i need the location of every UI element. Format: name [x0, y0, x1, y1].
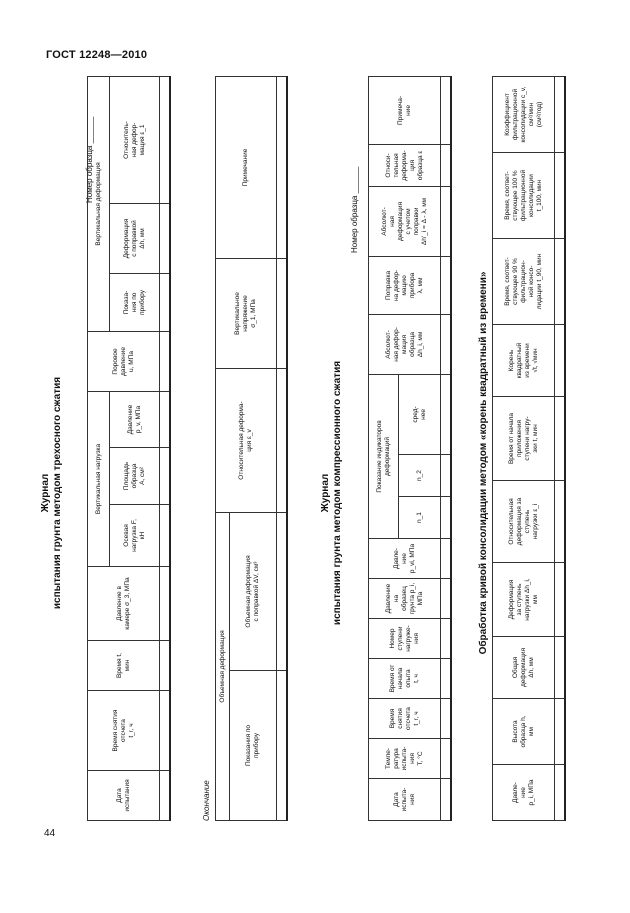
j3-header-stage-deformation: Деформация за ступень нагрузки Δh_i, мм	[493, 563, 555, 637]
journal2-table	[368, 76, 452, 821]
j3-header-height: Высота образца h, мм	[493, 699, 555, 765]
j2-header-stage: Номер ступени нагруже- ния	[369, 619, 441, 659]
journal2-title-line2: испытания грунта методом компрессионного сжатия	[332, 360, 343, 626]
j2-header-average: сред- нее	[399, 374, 441, 454]
j3-header-time-from-start: Время от начала приложения ступени нагру- зки t, мин	[493, 397, 555, 481]
j3-header-sqrt-time: Корень квадратный из времени √t, √мин	[493, 325, 555, 397]
j2-empty-row	[441, 76, 451, 820]
cont-empty-row	[277, 77, 287, 821]
j2-header-temperature: Темпе- ратура испыта- ния T, °С	[369, 739, 441, 779]
j2-header-relative-deformation: Относи- тельная деформа- ция образца ε	[369, 144, 441, 186]
j3-header-relative-stage-deformation: Относительная деформация за ступень нагрузки ε_i	[493, 481, 555, 563]
j1-header-axial-load: Осевая нагрузка F, кН	[110, 505, 160, 567]
journal1-title	[40, 323, 64, 663]
j2-header-note: Примеча- ние	[369, 76, 441, 144]
journal2-title	[320, 323, 344, 663]
cont-header-volume-deformation: Объемная деформация	[216, 513, 230, 821]
page-number: 44	[44, 828, 56, 839]
j1-header-area: Площадь образца A, см²	[110, 448, 160, 505]
j1-empty-row	[160, 76, 170, 820]
j1-header-time-removal: Время снятия отсчета t_r, ч	[88, 691, 160, 771]
journal3-table	[492, 76, 566, 821]
j1-header-device-reading: Показа- ния по прибору	[110, 273, 160, 331]
j1-header-relative-deformation: Относитель- ная дефор- мация ε_1	[110, 76, 160, 203]
j2-header-n2: n_2	[399, 455, 441, 497]
j1-header-date: Дата испытания	[88, 771, 160, 821]
document-header: ГОСТ 12248—2010	[46, 49, 148, 61]
j3-header-t90: Время, соответ- ствующее 90 % фильтрацион- ной консо- лидации t_90, мин	[493, 239, 555, 325]
j1-header-time: Время t, мин	[88, 641, 160, 691]
j2-header-pressure-pi: Давление на образец грунта p_i, МПа	[369, 579, 441, 619]
journal1-sample-number: Номер образца ______	[85, 116, 94, 203]
cont-header-note: Примечание	[216, 77, 277, 259]
j1-header-vertical-load: Вертикальная нагрузка	[88, 391, 110, 566]
journal3-title: Обработка кривой консолидации методом «корень квадратный из времени»	[478, 271, 489, 655]
j3-empty-row	[555, 77, 565, 821]
j3-header-pressure: Давле- ние p_i, МПа	[493, 765, 555, 821]
j2-header-date: Дата испыта- ния	[369, 779, 441, 821]
journal2-sample-number: Номер образца ______	[350, 166, 359, 253]
j2-header-absolute-corrected: Абсолют- ная деформация с учетом поправки Δh'_i = Δ - λ, мм	[369, 186, 441, 256]
journal1-title-line1: Журнал	[40, 473, 51, 513]
j1-header-pore-pressure: Поровое давление u, МПа	[88, 331, 160, 391]
continuation-table	[215, 76, 288, 821]
j2-header-absolute-deformation: Абсолют- ная дефор- мация образца Δh_i, мм	[369, 314, 441, 374]
cont-header-vertical-stress: Вертикальное напряжение σ_1, МПа	[216, 259, 277, 369]
j2-header-pressure-pvi: Давле- ние p_vi, МПа	[369, 539, 441, 579]
j2-header-indicators: Показание индикаторов деформаций	[369, 374, 399, 538]
journal2-title-line1: Журнал	[320, 473, 331, 513]
j2-header-correction: Поправка на дефор- мацию прибора λ, мм	[369, 256, 441, 314]
j2-header-n1: n_1	[399, 497, 441, 539]
continuation-label: Окончание	[202, 780, 211, 821]
j1-header-vertical-pressure: Давление p_v, МПа	[110, 391, 160, 447]
j3-header-total-deformation: Общая деформация Δh, мм	[493, 637, 555, 699]
j2-header-time-start: Время от начала опыта t, ч	[369, 659, 441, 699]
journal1-title-line2: испытания грунта методом трехосного сжатия	[52, 376, 63, 610]
j2-header-time-removal: Время снятия отсчета t_r, ч	[369, 699, 441, 739]
journal1-table	[87, 76, 171, 821]
j1-header-chamber-pressure: Давление в камере σ_3, МПа	[88, 567, 160, 641]
j1-header-corrected-deformation: Деформация с поправкой Δh, мм	[110, 203, 160, 273]
cont-header-corrected-volume: Объемная деформация с поправкой ΔV, см³	[230, 513, 277, 671]
j3-header-t100: Время, соответ- ствующее 100 % фильтрационной консолидации t_100, мин	[493, 153, 555, 239]
cont-header-device-reading: Показания по прибору	[230, 671, 277, 821]
j3-header-cv: Коэффициент фильтрационной консолидации c_v, см²/мин (см²/год)	[493, 77, 555, 153]
j1-header-vertical-deformation: Вертикальная деформация	[88, 76, 110, 331]
cont-header-relative-volume: Относительная деформа- ция ε_v	[216, 369, 277, 513]
